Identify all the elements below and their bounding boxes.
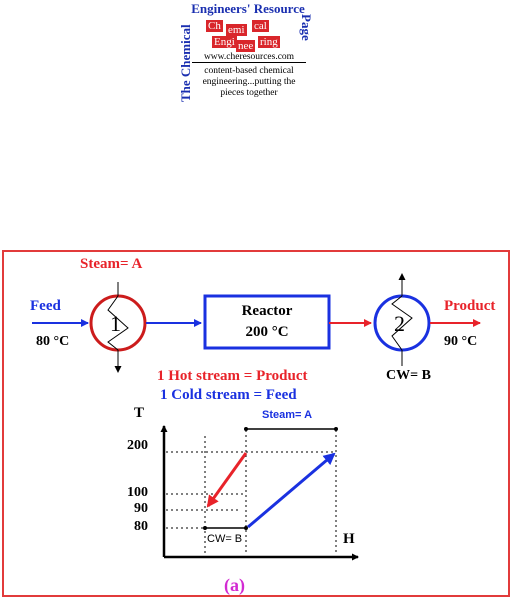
figure-caption: (a) bbox=[224, 575, 245, 595]
y-tick-label: 200 bbox=[127, 438, 148, 453]
logo-title: Engineers' Resource bbox=[191, 1, 305, 16]
cw-point bbox=[244, 526, 248, 530]
y-tick-label: 90 bbox=[134, 501, 148, 516]
logo-puzzle-piece: Engi bbox=[214, 36, 235, 48]
logo-url: www.cheresources.com bbox=[192, 52, 306, 63]
cw-point bbox=[203, 526, 207, 530]
logo-tagline: content-based chemical engineering...putting the pieces together bbox=[202, 66, 296, 98]
cw-label: CW= B bbox=[386, 368, 431, 383]
reactor-temp: 200 °C bbox=[245, 324, 289, 340]
x-axis-label: H bbox=[343, 531, 355, 547]
feed-temp: 80 °C bbox=[36, 334, 70, 349]
logo-puzzle-piece: nee bbox=[238, 40, 254, 52]
logo-puzzle-piece: ring bbox=[260, 36, 278, 48]
feed-label: Feed bbox=[30, 298, 61, 314]
th-steam-label: Steam= A bbox=[262, 409, 313, 421]
y-axis-label: T bbox=[134, 405, 145, 421]
steam-point bbox=[244, 427, 248, 431]
cold-stream-arrow bbox=[248, 454, 334, 527]
cold-stream-note: 1 Cold stream = Feed bbox=[160, 387, 297, 403]
hot-stream-note: 1 Hot stream = Product bbox=[157, 368, 308, 384]
y-tick-label: 100 bbox=[127, 485, 148, 500]
exchanger-2-number: 2 bbox=[394, 311, 405, 336]
exchanger-1-number: 1 bbox=[110, 311, 121, 336]
gridlines bbox=[166, 430, 336, 555]
reactor-label: Reactor bbox=[241, 303, 293, 319]
hot-stream-arrow bbox=[208, 453, 246, 506]
product-temp: 90 °C bbox=[444, 334, 478, 349]
y-tick-label: 80 bbox=[134, 519, 148, 534]
logo-puzzle-piece: emi bbox=[228, 24, 245, 36]
product-label: Product bbox=[444, 298, 496, 314]
steam-label: Steam= A bbox=[80, 256, 143, 272]
th-cw-label: CW= B bbox=[207, 533, 243, 545]
logo-puzzle-piece: Ch bbox=[208, 20, 221, 32]
logo-vertical-right-text: Page bbox=[299, 14, 314, 41]
logo-vertical-left-text: The Chemical bbox=[178, 24, 193, 102]
steam-point bbox=[334, 427, 338, 431]
logo-puzzle-piece: cal bbox=[254, 20, 267, 32]
